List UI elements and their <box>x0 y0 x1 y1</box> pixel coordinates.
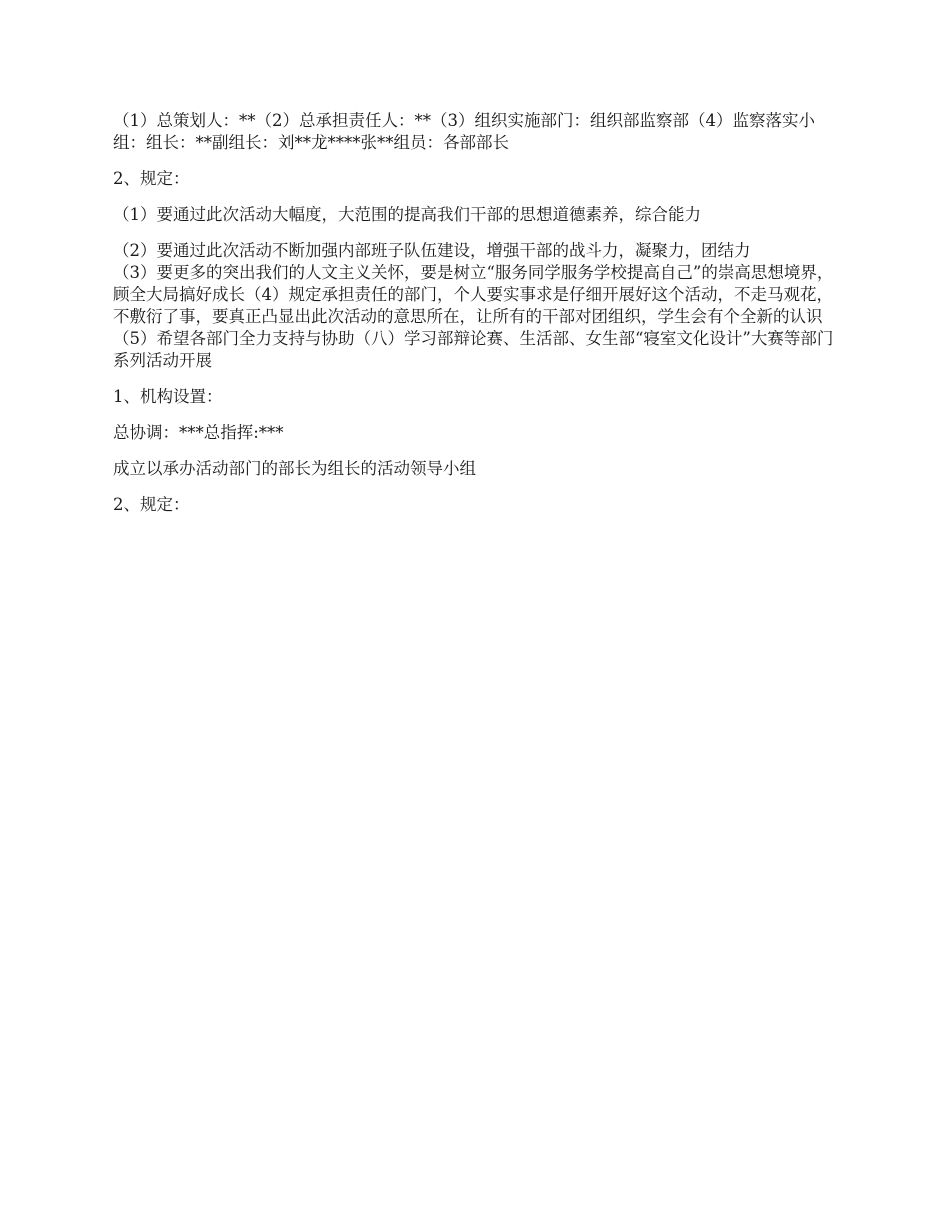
paragraph-rule-1: （1）要通过此次活动大幅度，大范围的提高我们干部的思想道德素养，综合能力 <box>113 205 701 224</box>
paragraph-leadership-group: 成立以承办活动部门的部长为组长的活动领导小组 <box>113 459 476 478</box>
paragraph-organization-roles: （1）总策划人：**（2）总承担责任人：**（3）组织实施部门：组织部监察部（4）监察落实小组：组长：**副组长：刘**龙****张**组员：各部部长 <box>113 111 815 152</box>
heading-rules-2: 2、规定： <box>113 495 190 514</box>
paragraph-rule-3-5: （3）要更多的突出我们的人文主义关怀，要是树立“服务同学服务学校提高自己”的崇高思想境界，顾全大局搞好成长（4）规定承担责任的部门，个人要实事求是仔细开展好这个活动，不走马观花，不敷衍了事，要真正凸显出此次活动的意思所在，让所有的干部对团组织，学生会有个全新的认识（5）希望各部门全力支持与协助（八）学习部辩论赛、生活部、女生部“寝室文化设计”大赛等部门系列活动开展 <box>113 263 834 370</box>
paragraph-rule-2: （2）要通过此次活动不断加强内部班子队伍建设，增强干部的战斗力，凝聚力，团结力 <box>113 241 751 260</box>
heading-rules-1: 2、规定： <box>113 169 190 188</box>
paragraph-coordinator: 总协调：***总指挥:*** <box>113 423 284 442</box>
heading-organization-setup: 1、机构设置： <box>113 387 223 406</box>
document-body <box>113 110 840 530</box>
